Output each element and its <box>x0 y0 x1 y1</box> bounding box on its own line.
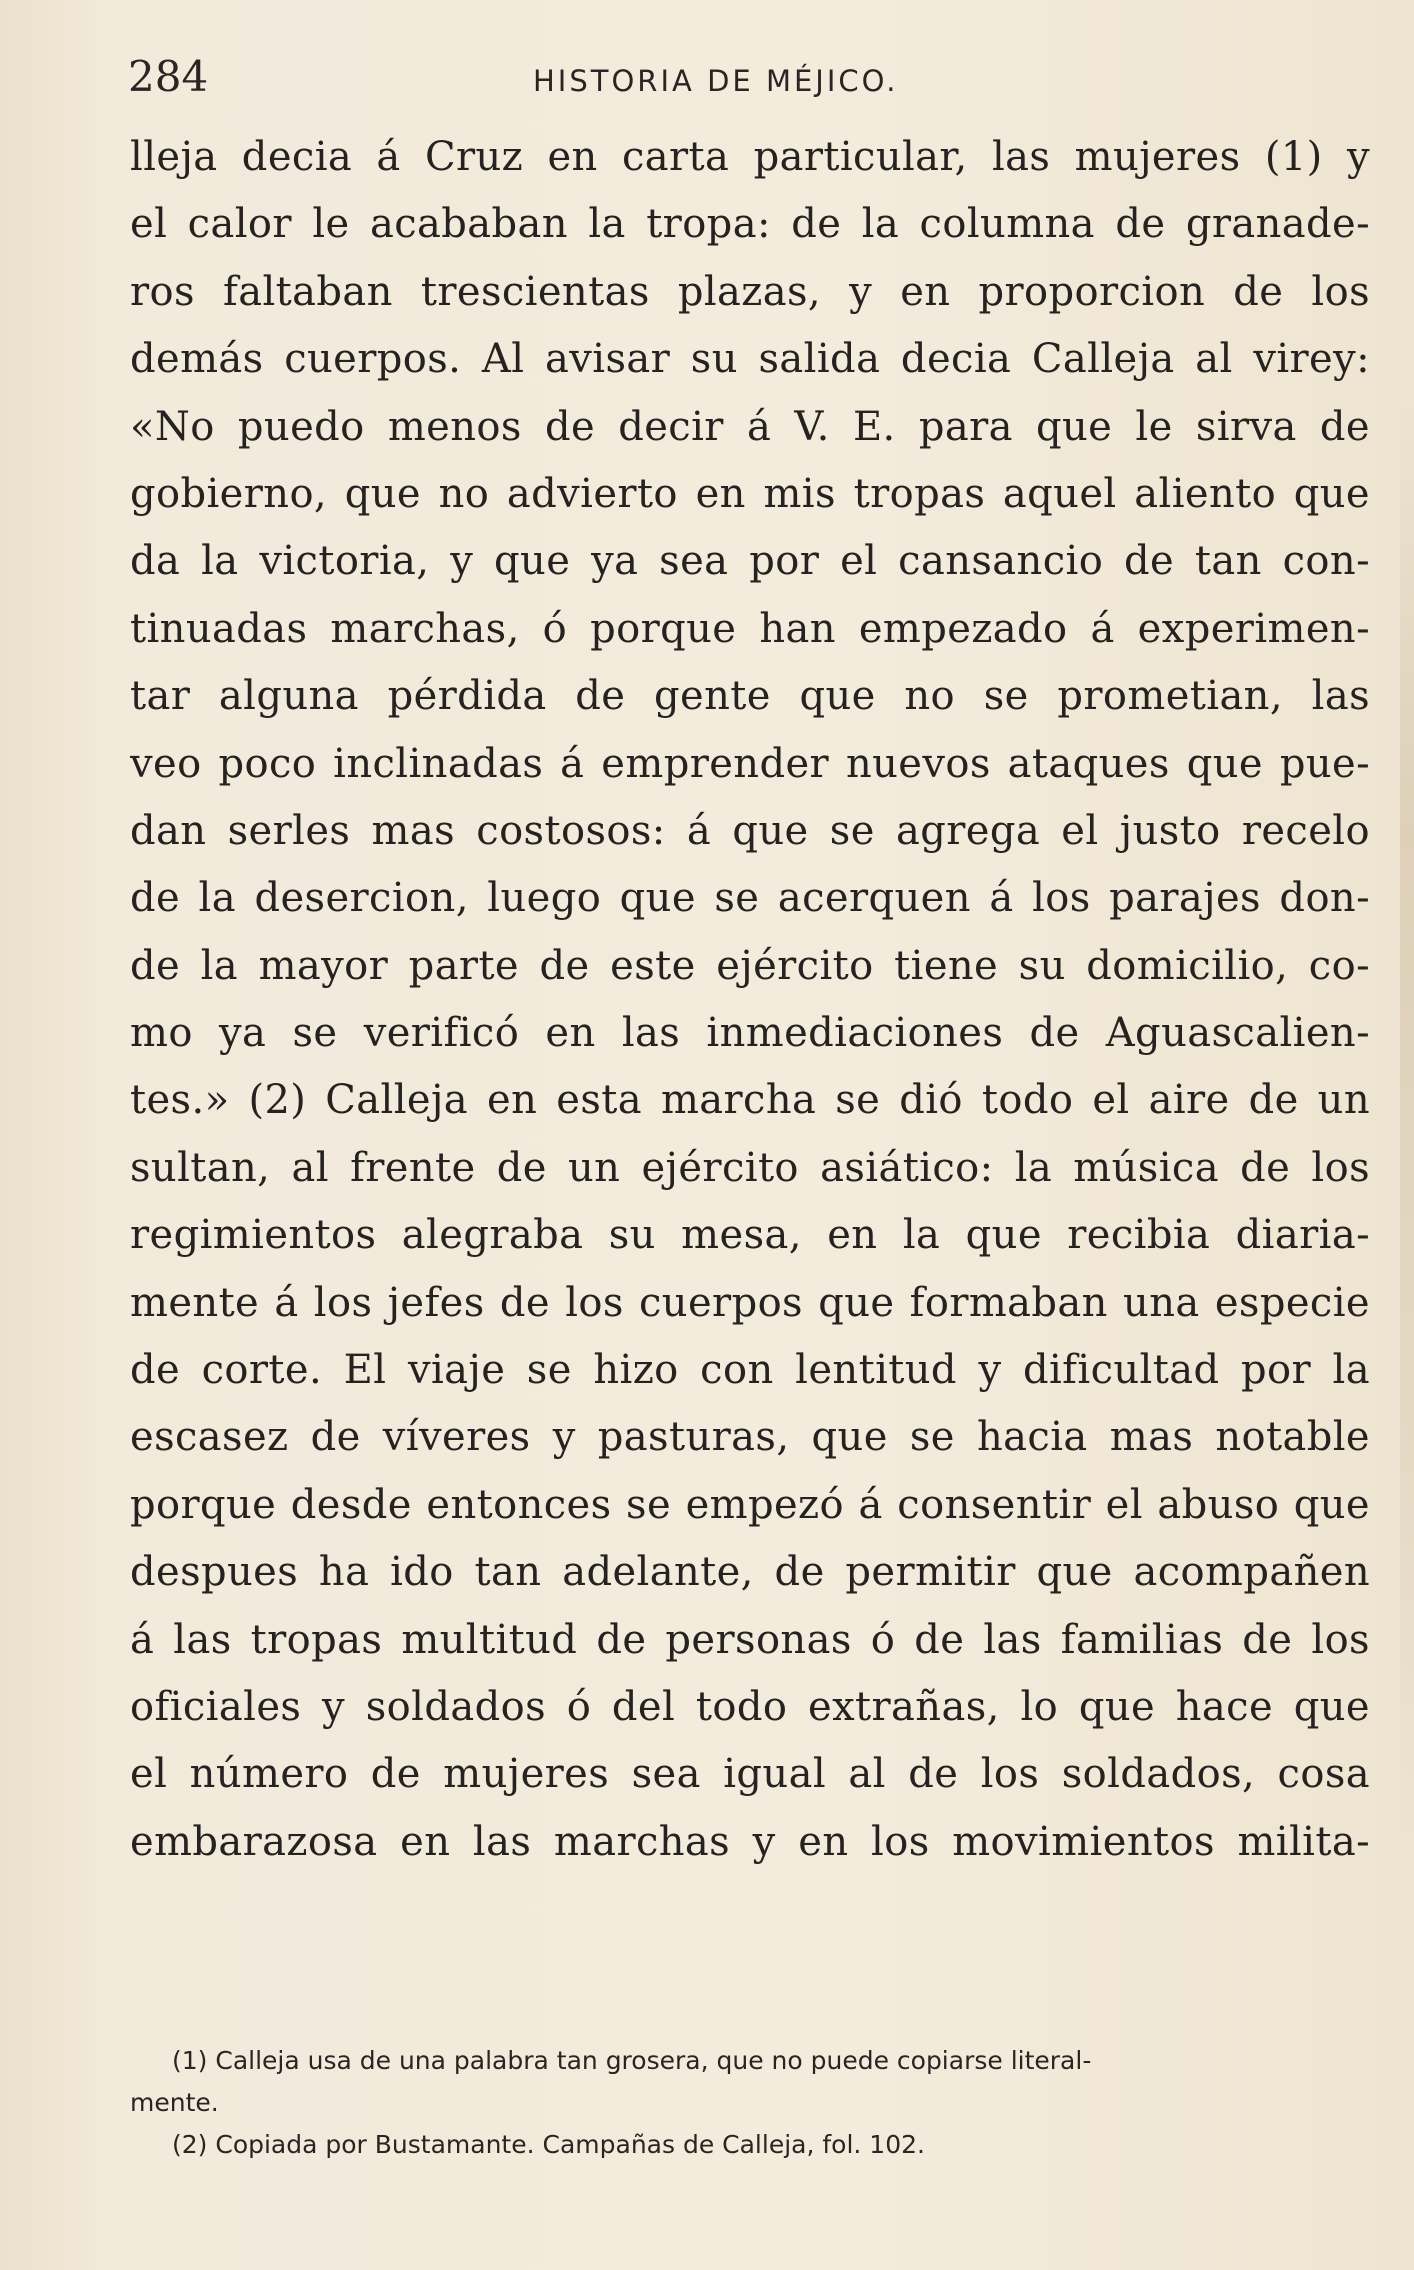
text-line: dan serles mas costosos: á que se agrega el justo recelo <box>130 807 1370 854</box>
text-line: tar alguna pérdida de gente que no se prometian, las <box>130 673 1370 720</box>
page-edge-stain <box>1400 380 1414 1880</box>
footnote-1-continuation: mente. <box>130 2088 219 2117</box>
footnotes <box>130 2040 1370 2166</box>
text-line: mente á los jefes de los cuerpos que formaban una especie <box>130 1279 1370 1326</box>
text-line: á las tropas multitud de personas ó de las familias de los <box>130 1616 1370 1663</box>
text-line: gobierno, que no advierto en mis tropas aquel aliento que <box>130 470 1370 517</box>
text-line: despues ha ido tan adelante, de permitir que acompañen <box>130 1549 1370 1596</box>
text-line: de la desercion, luego que se acerquen á los parajes don- <box>130 875 1370 922</box>
text-line: regimientos alegraba su mesa, en la que recibia diaria- <box>130 1212 1370 1259</box>
text-line: demás cuerpos. Al avisar su salida decia Calleja al virey: <box>130 336 1370 383</box>
text-line: oficiales y soldados ó del todo extrañas, lo que hace que <box>130 1683 1370 1730</box>
text-line: escasez de víveres y pasturas, que se hacia mas notable <box>130 1414 1370 1461</box>
page-number: 284 <box>128 52 209 101</box>
text-line: veo poco inclinadas á emprender nuevos ataques que pue- <box>130 740 1370 787</box>
text-line: «No puedo menos de decir á V. E. para que le sirva de <box>130 403 1370 450</box>
text-line: da la victoria, y que ya sea por el cansancio de tan con- <box>130 538 1370 585</box>
body-text <box>130 124 1370 1876</box>
text-line: mo ya se verificó en las inmediaciones de Aguascalien- <box>130 1010 1370 1057</box>
text-line: el calor le acababan la tropa: de la columna de granade- <box>130 201 1370 248</box>
text-line: lleja decia á Cruz en carta particular, las mujeres (1) y <box>130 134 1370 180</box>
running-head: HISTORIA DE MÉJICO. <box>533 64 899 98</box>
text-line: ros faltaban trescientas plazas, y en proporcion de los <box>130 268 1370 315</box>
text-line: sultan, al frente de un ejército asiático: la música de los <box>130 1144 1370 1191</box>
text-line: el número de mujeres sea igual al de los soldados, cosa <box>130 1751 1370 1798</box>
text-line: tinuadas marchas, ó porque han empezado á experimen- <box>130 605 1370 652</box>
text-line: porque desde entonces se empezó á consentir el abuso que <box>130 1481 1370 1528</box>
page-header <box>128 52 1368 112</box>
text-line: de corte. El viaje se hizo con lentitud y dificultad por la <box>130 1347 1370 1394</box>
text-line: tes.» (2) Calleja en esta marcha se dió todo el aire de un <box>130 1077 1370 1124</box>
footnote-2: (2) Copiada por Bustamante. Campañas de Calleja, fol. 102. <box>172 2130 925 2159</box>
text-line: de la mayor parte de este ejército tiene su domicilio, co- <box>130 942 1370 989</box>
text-line: embarazosa en las marchas y en los movimientos milita- <box>130 1818 1370 1865</box>
footnote-1: (1) Calleja usa de una palabra tan grosera, que no puede copiarse literal- <box>172 2046 1092 2075</box>
